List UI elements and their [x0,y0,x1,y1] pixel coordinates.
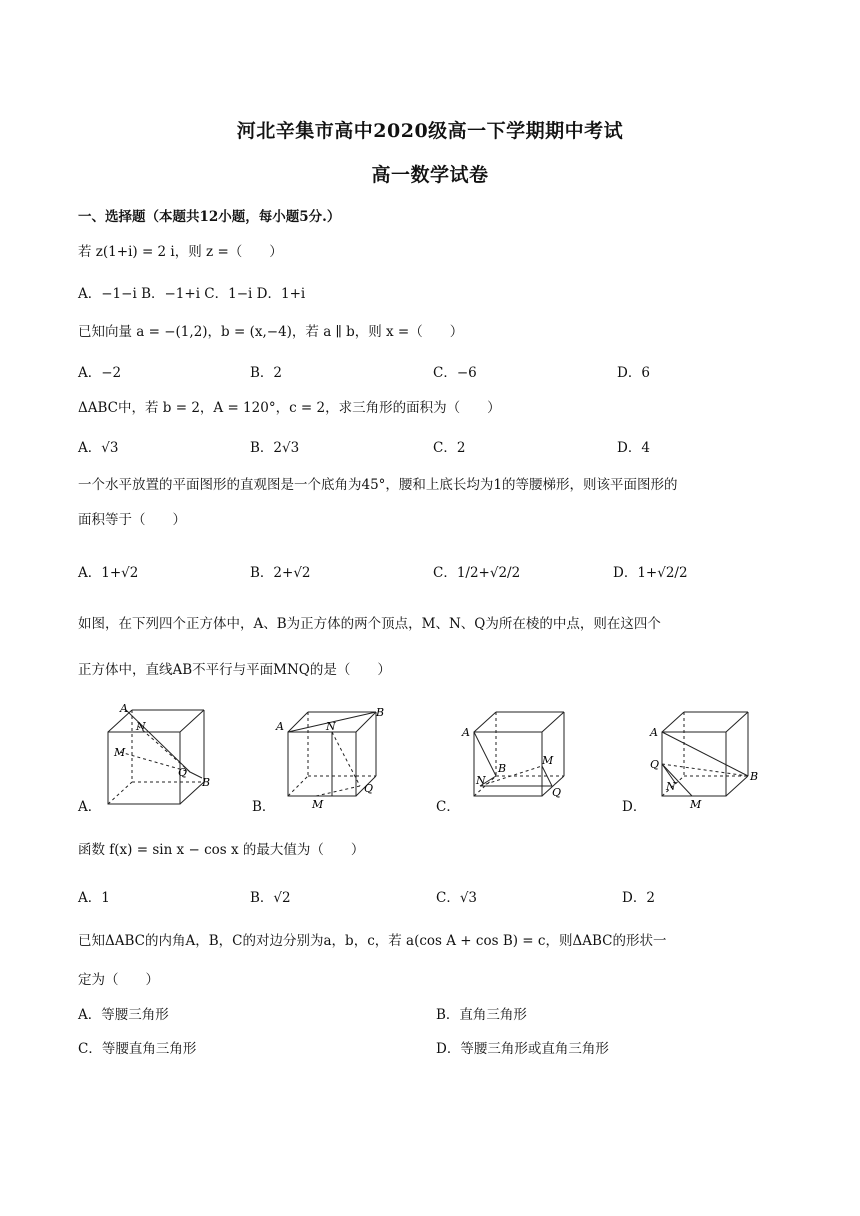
cube-b-vertex-label-b: B [376,706,385,719]
question-5-option-a-label: A． [78,799,102,815]
cube-figure-a [100,700,220,810]
question-5-stem-line2: 正方体中，直线AB不平行与平面MNQ的是（ ） [78,662,391,678]
question-3-option-b: B．2√3 [250,440,300,456]
question-2-option-d: D．6 [617,365,650,381]
question-3-option-c: C．2 [433,440,466,456]
cube-figure-b [272,700,392,810]
cube-b-midpoint-label-m: M [312,798,324,810]
cube-a-vertex-label-b: B [202,776,211,789]
question-7-stem-line1: 已知ΔABC的内角A，B，C的对边分别为a，b，c，若 a(cos A + cos B) = c，则ΔABC的形状一 [78,933,667,949]
cube-c-vertex-label-b: B [498,762,507,775]
question-2-stem: 已知向量 a = −(1,2)，b = (x,−4)，若 a ∥ b，则 x =（ ） [78,324,464,340]
question-2-option-c: C．−6 [433,365,477,381]
cube-a-midpoint-label-m: M [114,746,126,759]
cube-d-midpoint-label-n: N [666,780,676,793]
question-4-option-b: B．2+√2 [250,565,311,581]
cube-b-vertex-label-a: A [276,720,284,733]
question-1-options: A．−1−i B．−1+i C．1−i D．1+i [78,286,306,302]
question-4-option-c: C．1/2+√2/2 [433,565,521,581]
question-4-stem-line1: 一个水平放置的平面图形的直观图是一个底角为45°，腰和上底长均为1的等腰梯形，则该平面图形的 [78,477,678,493]
cube-a-midpoint-label-q: Q [178,766,188,779]
cube-c-midpoint-label-n: N [476,774,486,787]
section-heading: 一、选择题（本题共12小题，每小题5分.） [78,209,341,225]
question-7-option-b: B．直角三角形 [436,1007,527,1023]
cube-d-vertex-label-a: A [650,726,658,739]
question-4-stem-line2: 面积等于（ ） [78,512,186,528]
question-5-stem-line1: 如图，在下列四个正方体中，A、B为正方体的两个顶点，M、N、Q为所在棱的中点，则在这四个 [78,616,661,632]
question-2-option-b: B．2 [250,365,283,381]
question-3-option-a: A．√3 [78,440,119,456]
cube-c-vertex-label-a: A [462,726,470,739]
question-7-option-c: C．等腰直角三角形 [78,1041,197,1057]
question-5-option-c-label: C． [436,799,460,815]
question-6-option-b: B．√2 [250,890,291,906]
cube-c-midpoint-label-m: M [542,754,554,767]
cube-figure-c [458,704,578,814]
cube-a-midpoint-label-n: N [136,720,146,733]
question-6-stem: 函数 f(x) = sin x − cos x 的最大值为（ ） [78,842,365,858]
question-1-stem: 若 z(1+i) = 2 i，则 z =（ ） [78,244,283,260]
question-4-option-a: A．1+√2 [78,565,139,581]
cube-figure-d [646,704,766,814]
cube-d-midpoint-label-q: Q [650,758,660,771]
question-7-option-d: D．等腰三角形或直角三角形 [436,1041,609,1057]
question-6-option-c: C．√3 [436,890,478,906]
question-4-option-d: D．1+√2/2 [613,565,688,581]
question-6-option-a: A．1 [78,890,110,906]
exam-subtitle: 高一数学试卷 [371,164,489,186]
question-3-stem: ΔABC中，若 b = 2，A = 120°，c = 2，求三角形的面积为（ ） [78,400,501,416]
cube-b-midpoint-label-q: Q [364,782,374,795]
question-7-option-a: A．等腰三角形 [78,1007,169,1023]
cube-b-midpoint-label-n: N [326,720,336,733]
cube-d-midpoint-label-m: M [690,798,702,811]
question-2-option-a: A．−2 [78,365,122,381]
cube-c-midpoint-label-q: Q [552,786,562,799]
cube-d-vertex-label-b: B [750,770,759,783]
question-5-option-b-label: B． [252,799,276,815]
cube-a-vertex-label-a: A [120,702,128,715]
question-6-option-d: D．2 [622,890,655,906]
exam-title: 河北辛集市高中2020级高一下学期期中考试 [236,120,624,142]
question-5-option-d-label: D． [622,799,647,815]
question-7-stem-line2: 定为（ ） [78,972,159,988]
question-3-option-d: D．4 [617,440,650,456]
